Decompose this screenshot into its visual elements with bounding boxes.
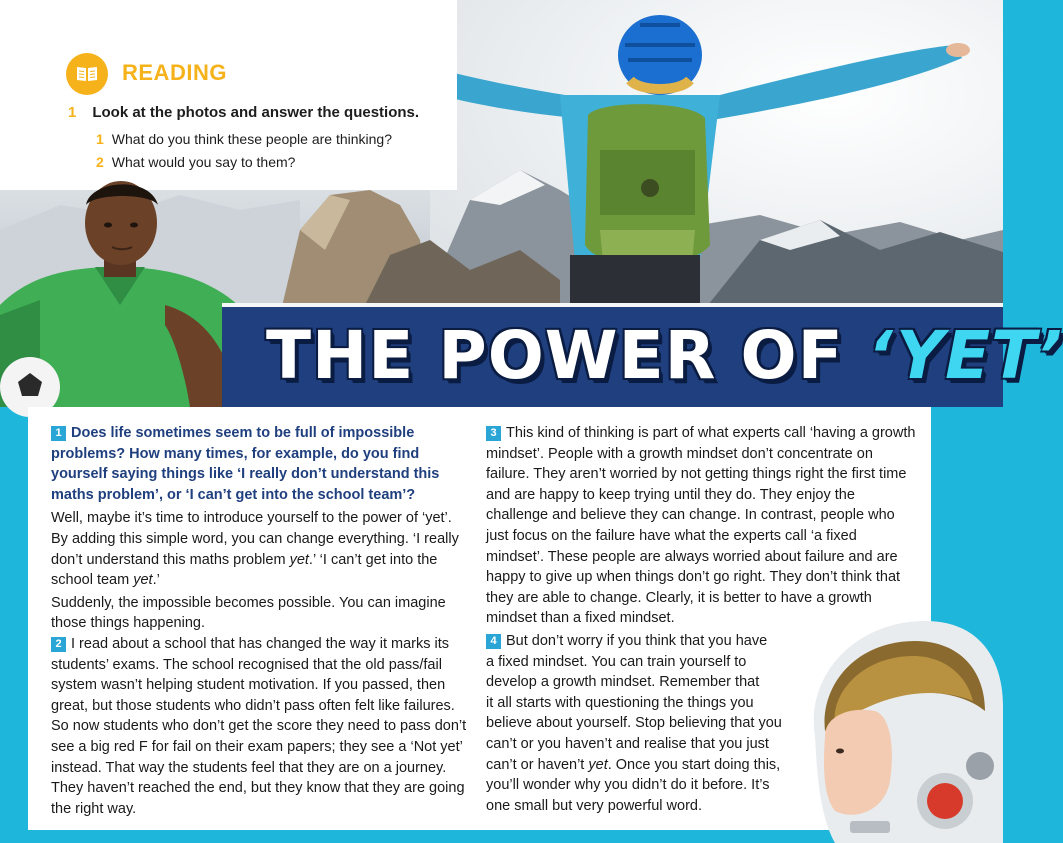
task-instruction xyxy=(68,104,419,121)
question-2 xyxy=(96,154,295,170)
line-text: . Once you start doing this, xyxy=(607,756,781,773)
question-text: What do you think these people are thinking? xyxy=(111,131,392,147)
boy-photo xyxy=(0,175,240,407)
question-text: What would you say to them? xyxy=(111,154,296,170)
p4-line: you’ll wonder why you didn’t do it before. It’s xyxy=(486,777,770,794)
article-title xyxy=(266,317,1063,394)
p4-line: can’t or you haven’t and realise that you just xyxy=(486,735,769,752)
article-column-left xyxy=(51,423,471,819)
open-book-icon xyxy=(66,53,108,95)
question-number: 1 xyxy=(96,131,104,147)
line-text: But don’t worry if you think that you have xyxy=(506,632,768,649)
line-text: can’t or haven’t xyxy=(486,756,589,773)
paragraph-3 xyxy=(486,423,916,629)
reading-box xyxy=(0,0,457,190)
body-text: Well, maybe it’s time to introduce yourself to the power of ‘yet’. By adding this simple word, you can change everything. ‘I really don’t understand this maths problem xyxy=(51,510,459,568)
paragraph-number: 2 xyxy=(51,637,66,652)
p4-line: a fixed mindset. You can train yourself to xyxy=(486,653,747,670)
p4-line: one small but very powerful word. xyxy=(486,797,702,814)
question-number: 2 xyxy=(96,154,104,170)
yet-emphasis: yet xyxy=(289,551,309,568)
p4-line: believe about yourself. Stop believing that you xyxy=(486,715,782,732)
title-yet: ‘YET’ xyxy=(867,317,1063,394)
paragraph-number: 1 xyxy=(51,426,66,441)
yet-emphasis: yet xyxy=(588,756,608,773)
paragraph-number: 4 xyxy=(486,634,501,649)
paragraph-1-end: Suddenly, the impossible becomes possible. You can imagine those things happening. xyxy=(51,594,446,632)
p4-line: it all starts with questioning the things you xyxy=(486,694,754,711)
paragraph-2 xyxy=(51,634,471,819)
lead-question: Does life sometimes seem to be full of impossible problems? How many times, for example, do you find yourself saying things like ‘I really don’t understand this maths problem’, or ‘I can’t get into the school team’? xyxy=(51,425,440,503)
reading-heading: READING xyxy=(122,60,227,85)
task-number: 1 xyxy=(68,104,77,121)
paragraph-1-lead xyxy=(51,423,471,505)
question-1 xyxy=(96,131,392,147)
astronaut-child-photo xyxy=(795,616,1003,843)
body-text: .’ ‘I can’t get into the school team xyxy=(51,551,438,589)
paragraph-number: 3 xyxy=(486,426,501,441)
paragraph-1-body xyxy=(51,508,471,590)
body-text: I read about a school that has changed the way it marks its students’ exams. The school recognised that the old pass/fail system wasn’t helping student motivation. If you passed, then great, but those students who didn’t pass often felt like failures. So now students who don’t get the score they need to pass don’t see a big red F for fail on their exam papers; they see a ‘Not yet’ instead. That way the students feel that they are on a journey. They haven’t reached the end, but they know that they are going the right way. xyxy=(51,635,467,817)
p4-line: develop a growth mindset. Remember that xyxy=(486,674,760,691)
yet-emphasis: yet xyxy=(133,572,153,589)
task-text: Look at the photos and answer the questions. xyxy=(92,104,420,121)
body-text: This kind of thinking is part of what experts call ‘having a growth mindset’. People with a growth mindset don’t concentrate on failure. They aren’t worried by not getting things right the first time and are happy to keep trying until they do. They enjoy the challenge and believe they can change. In contrast, people who just focus on the failure have what the experts call ‘a fixed mindset’. These people are always worried about failure and are happy to give up when things don’t go right. They don’t think that they are able to change. Clearly, it is better to have a growth mindset than a fixed mindset. xyxy=(486,425,916,627)
title-main: THE POWER OF xyxy=(266,317,868,394)
body-text: .’ xyxy=(152,572,160,589)
